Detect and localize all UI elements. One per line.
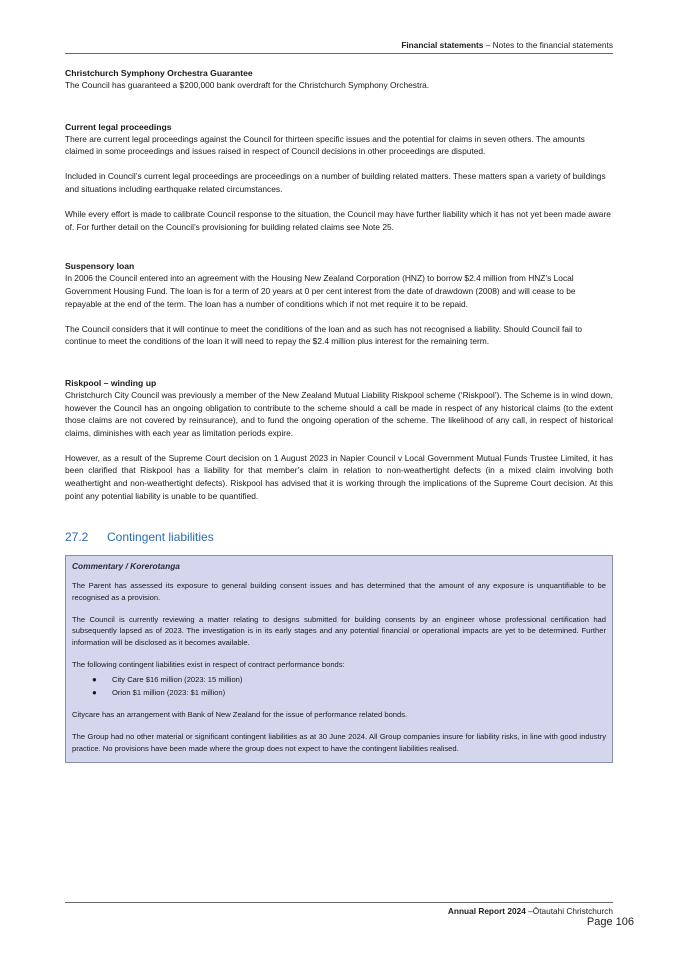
commentary-paragraph-3: The following contingent liabilities exist in respect of contract performance bonds: <box>72 660 345 670</box>
footer-divider <box>65 902 613 903</box>
list-item <box>92 686 606 699</box>
guarantee-paragraph: The Council has guaranteed a $200,000 bank overdraft for the Christchurch Symphony Orchestra. <box>65 80 430 90</box>
guarantee-section <box>65 67 613 92</box>
legal-proceedings-section <box>65 121 613 234</box>
page-header <box>65 40 613 54</box>
page-number: Page 106 <box>586 916 634 928</box>
footer-place: –Ōtautahi Christchurch <box>525 906 613 916</box>
section-title: Contingent liabilities <box>107 530 214 545</box>
section-number: 27.2 <box>65 530 89 545</box>
bond-citycare: City Care $16 million (2023: 15 million) <box>112 674 243 684</box>
legal-paragraph-1: There are current legal proceedings against the Council for thirteen specific issues and the potential for claims in seven others. The amounts claimed in some proceedings and issues raised in respect of Council decisions in other proceedings are disputed. <box>65 133 585 157</box>
page-footer <box>65 906 613 916</box>
suspensory-loan-section <box>65 260 613 348</box>
header-section: Financial statements <box>401 40 484 50</box>
guarantee-title: Christchurch Symphony Orchestra Guarantee <box>65 68 253 78</box>
contingent-liabilities-heading <box>65 530 613 544</box>
riskpool-title: Riskpool – winding up <box>65 377 157 388</box>
commentary-title: Commentary / Korerotanga <box>72 561 180 572</box>
footer-report: Annual Report 2024 <box>447 906 526 916</box>
loan-paragraph-2: The Council considers that it will continue to meet the conditions of the loan and as such has not recognised a liability. Should Council fail to continue to meet the conditions of the loan it will need to repay the $2.4 million plus interest for the remaining term. <box>65 323 583 347</box>
loan-title: Suspensory loan <box>65 261 135 272</box>
page-content <box>65 67 613 763</box>
header-subsection: – Notes to the financial statements <box>483 40 613 50</box>
commentary-paragraph-5: The Group had no other material or significant contingent liabilities as at 30 June 2024. All Group companies insure for liability risks, in line with good industry practice. No provisions have been made where the group does not expect to have the contingent liabilities realised. <box>72 732 606 753</box>
bullet-icon: ● <box>92 687 97 697</box>
legal-title: Current legal proceedings <box>65 121 172 132</box>
commentary-paragraph-4: Citycare has an arrangement with Bank of New Zealand for the issue of performance related bonds. <box>72 709 408 719</box>
bond-orion: Orion $1 million (2023: $1 million) <box>112 687 226 697</box>
legal-paragraph-3: While every effort is made to calibrate Council response to the situation, the Council may have further liability which it has not yet been made aware of. For further detail on the Council’s provisioning for building related claims see Note 25. <box>65 209 611 232</box>
list-item <box>92 673 606 686</box>
riskpool-section <box>65 377 613 502</box>
riskpool-paragraph-2: However, as a result of the Supreme Court decision on 1 August 2023 in Napier Council v Local Government Mutual Funds Trustee Limited, it has been clarified that Riskpool has a liability for that member’s claim in relation to non-weathertight defects (in a mixed claim involving both weathertight and non-weathertight defects). Riskpool has advised that it is working through the implications of the Supreme Court decision. At this point any potential liability is unable to be quantified. <box>65 452 613 501</box>
commentary-box <box>65 555 613 763</box>
bullet-icon: ● <box>92 674 97 684</box>
legal-paragraph-2: Included in Council’s current legal proceedings are proceedings on a number of building related matters. These matters span a variety of buildings and situations including earthquake related circumstances. <box>65 171 606 194</box>
commentary-paragraph-2: The Council is currently reviewing a matter relating to designs submitted for building consents by an engineer whose professional certification had subsequently lapsed as of 2023. The investigation is in its early stages and any potential financial or operational impacts are yet to be determined. Further information will be disclosed as it becomes available. <box>72 615 606 647</box>
riskpool-paragraph-1: Christchurch City Council was previously a member of the New Zealand Mutual Liability Riskpool scheme (‘Riskpool’). The Scheme is in wind down, however the Council has an ongoing obligation to contribute to the scheme should a call be made in respect of any historical claims (to the extent those claims are not covered by reinsurance), and to fund the ongoing operation of the scheme. The likelihood of any call, in respect of historical claims, diminishes with each year as limitation periods expire. <box>65 389 613 438</box>
commentary-paragraph-1: The Parent has assessed its exposure to general building consent issues and has determined that the amount of any exposure is unquantifiable to be recognised as a provision. <box>72 581 606 602</box>
loan-paragraph-1: In 2006 the Council entered into an agreement with the Housing New Zealand Corporation (HNZ) to borrow $2.4 million from HNZ’s Local Government Housing Fund. The loan is for a term of 20 years at 0 per cent interest from the date of drawdown (2008) and will cease to be repayable at the end of the term. The loan has a number of conditions which if not met require it to be repaid. <box>65 273 576 309</box>
bond-list <box>92 673 606 699</box>
